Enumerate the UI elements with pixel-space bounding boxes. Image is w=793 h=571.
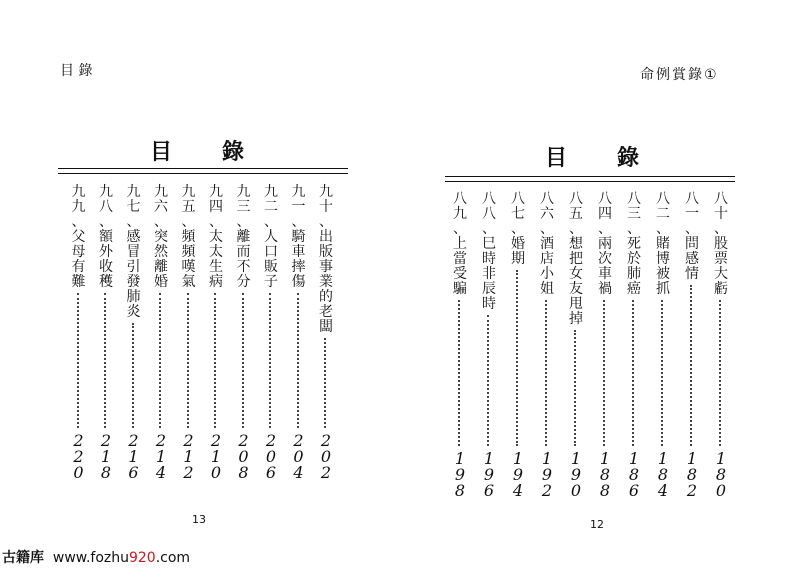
- toc-entry: [711, 191, 731, 500]
- toc-entry: [316, 184, 336, 482]
- toc-entry: [289, 184, 309, 482]
- left-page-number: 13: [192, 513, 206, 526]
- toc-entry-title: 九 五 、 頻 頻 嘆 氣: [181, 184, 196, 290]
- toc-entry-page: 1 8 6: [628, 449, 640, 500]
- toc-entry-page: 2 0 4: [293, 431, 304, 482]
- left-page-title: 目 錄: [150, 139, 247, 165]
- toc-leader-dots: [132, 323, 134, 428]
- toc-entry: [566, 191, 586, 500]
- toc-leader-dots: [574, 330, 576, 446]
- toc-leader-dots: [545, 300, 547, 446]
- toc-entry-page: 1 8 0: [715, 449, 727, 500]
- toc-entry-title: 九 一 、 騎 車 摔 傷: [291, 184, 306, 290]
- toc-leader-dots: [324, 338, 326, 428]
- toc-leader-dots: [487, 315, 489, 446]
- toc-entry: [450, 191, 470, 500]
- toc-leader-dots: [661, 300, 663, 446]
- toc-leader-dots: [104, 293, 106, 428]
- toc-entry-title: 八 三 、 死 於 肺 癌: [627, 191, 641, 297]
- toc-entry-page: 2 1 8: [100, 431, 112, 482]
- toc-entry-page: 2 0 8: [238, 431, 249, 482]
- toc-entry-title: 八 四 、 兩 次 車 禍: [598, 191, 612, 297]
- toc-entry: [151, 184, 171, 482]
- toc-leader-dots: [77, 293, 79, 428]
- toc-leader-dots: [458, 300, 460, 446]
- left-title-rule-2: [58, 173, 348, 174]
- toc-entry-title: 八 六 、 酒 店 小 姐: [540, 191, 554, 297]
- toc-entry: [234, 184, 254, 482]
- toc-leader-dots: [690, 285, 692, 446]
- toc-entry: [537, 191, 557, 500]
- toc-entry-page: 1 9 8: [454, 449, 466, 500]
- footer-url-prefix: www.fozhu: [52, 550, 129, 566]
- toc-leader-dots: [603, 300, 605, 446]
- toc-entry-page: 2 0 6: [265, 431, 277, 482]
- footer-url-suffix: .com: [155, 550, 191, 566]
- toc-entry-title: 九 六 、 突 然 離 婚: [154, 184, 168, 290]
- toc-entry-title: 九 十 、 出 版 事 業 的 老 闆: [319, 184, 333, 335]
- toc-leader-dots: [297, 293, 299, 428]
- toc-entry-title: 八 九 、 上 當 受 騙: [453, 191, 467, 297]
- toc-leader-dots: [159, 293, 161, 428]
- toc-entry: [653, 191, 673, 500]
- toc-entry: [179, 184, 199, 482]
- left-header: 目 錄: [60, 63, 93, 79]
- toc-entry-title: 八 八 、 巳 時 非 辰 時: [482, 191, 496, 312]
- toc-entry-title: 九 九 、 父 母 有 難: [71, 184, 86, 290]
- toc-entry-page: 1 9 4: [512, 449, 524, 500]
- toc-entry: [96, 184, 116, 482]
- toc-leader-dots: [516, 270, 518, 446]
- toc-entry-page: 2 2 0: [73, 431, 84, 482]
- toc-entry-page: 2 0 2: [320, 431, 332, 482]
- toc-leader-dots: [187, 293, 189, 428]
- toc-entry-page: 2 1 2: [183, 431, 194, 482]
- toc-leader-dots: [214, 293, 216, 428]
- toc-leader-dots: [632, 300, 634, 446]
- toc-entry-title: 八 二 、 賭 博 被 抓: [656, 191, 670, 297]
- right-page-number: 12: [590, 518, 604, 531]
- toc-entry: [479, 191, 499, 500]
- toc-entry: [508, 191, 528, 500]
- toc-entry-page: 2 1 4: [155, 431, 167, 482]
- toc-entry-page: 1 8 8: [599, 449, 611, 500]
- footer-url-number: 920: [128, 550, 156, 566]
- toc-entry-page: 1 9 2: [541, 449, 553, 500]
- toc-entry-title: 九 三 、 離 而 不 分: [236, 184, 251, 290]
- toc-entry-page: 1 8 2: [686, 449, 698, 500]
- right-page-title: 目 錄: [545, 145, 642, 171]
- toc-entry-page: 2 1 0: [210, 431, 222, 482]
- toc-entry: [682, 191, 702, 500]
- toc-leader-dots: [719, 300, 721, 446]
- toc-entry-page: 2 1 6: [128, 431, 139, 482]
- toc-leader-dots: [269, 293, 271, 428]
- toc-entry: [624, 191, 644, 500]
- toc-entry: [261, 184, 281, 482]
- toc-entry-title: 九 二 、 人 口 販 子: [264, 184, 278, 290]
- toc-entry-page: 1 9 6: [483, 449, 495, 500]
- toc-entry-title: 九 七 、 感 冒 引 發 肺 炎: [126, 184, 141, 320]
- toc-entry-title: 八 七 、 婚 期: [511, 191, 525, 267]
- toc-entry-page: 1 9 0: [570, 449, 582, 500]
- toc-entry: [595, 191, 615, 500]
- toc-entry-title: 九 四 、 太 太 生 病: [209, 184, 223, 290]
- footer-watermark: [2, 547, 190, 567]
- right-title-rule-1: [445, 176, 735, 177]
- toc-entry: [69, 184, 89, 482]
- toc-entry-title: 八 五 、 想 把 女 友 甩 掉: [569, 191, 583, 327]
- toc-entry-title: 八 一 、 問 感 情: [685, 191, 699, 282]
- left-title-rule-1: [58, 168, 348, 169]
- right-header: 命例賞錄①: [640, 67, 719, 83]
- toc-entry-page: 1 8 4: [657, 449, 669, 500]
- toc-entry-title: 八 十 、 股 票 大 虧: [714, 191, 728, 297]
- toc-entry: [124, 184, 144, 482]
- footer-brand: 古籍库: [2, 550, 44, 566]
- toc-entry-title: 九 八 、 額 外 收 穫: [99, 184, 113, 290]
- right-title-rule-2: [445, 181, 735, 182]
- toc-leader-dots: [242, 293, 244, 428]
- toc-entry: [206, 184, 226, 482]
